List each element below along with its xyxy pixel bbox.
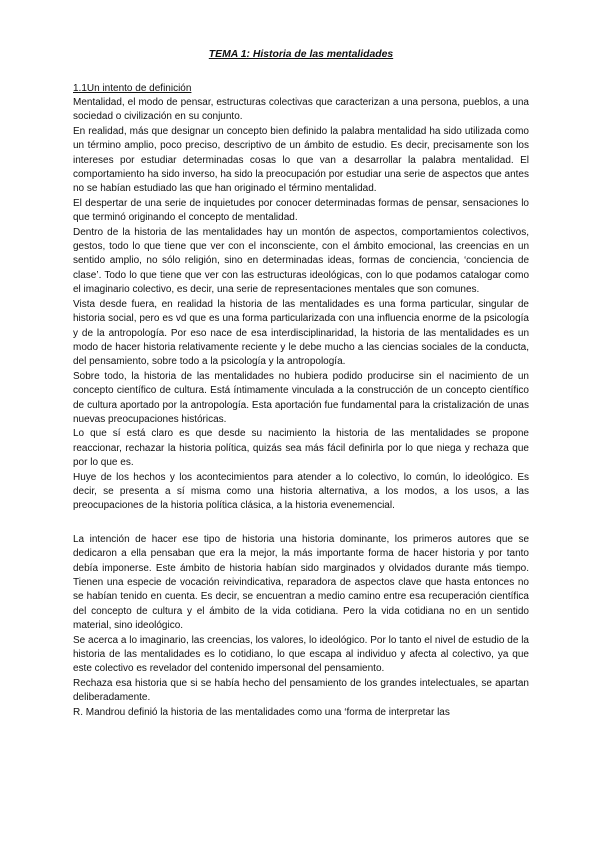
paragraph-12: R. Mandrou definió la historia de las mentalidades como una ‘forma de interpretar las — [73, 706, 450, 718]
paragraph-6: Sobre todo, la historia de las mentalidades no hubiera podido producirse sin el nacimiento de un concepto científico de cultura. Está íntimamente vinculada a la construcción de un concepto científico de cultura aportado por la antropología. Esta aportación fue fundamental para la cristalización de unas nuevas preocupaciones históricas. — [73, 370, 529, 425]
document-page — [73, 48, 529, 720]
paragraph-7: Lo que sí está claro es que desde su nacimiento la historia de las mentalidades se propone reaccionar, rechazar la historia política, quizás sea más fácil definirla por lo que niega y rechaza que por lo que es. — [73, 428, 529, 469]
paragraph-2: En realidad, más que designar un concepto bien definido la palabra mentalidad ha sido utilizada como un término amplio, poco preciso, descriptivo de un ámbito de estudio. Es decir, precisamente son los intereses por estudiar determinadas cosas lo que van a desarrollar la palabra mentalidad. El comportamiento ha sido inverso, ha sido la preocupación por estudiar una serie de aspectos que antes no se habían estudiado las que han originado el término mentalidad. — [73, 125, 529, 195]
paragraph-9: La intención de hacer ese tipo de historia una historia dominante, los primeros autores que se dedicaron a ella pensaban que era la mejor, la más importante forma de hacer historia y por tanto debía imponerse. Este ámbito de historia habían sido marginados y olvidados durante más tiempo. Tienen una especie de vocación reivindicativa, reparadora de aspectos clave que hasta entonces no se habían tenido en cuenta. Es decir, se encuentran a medio camino entre esa recuperación científica del concepto de cultura y el ámbito de la vida cotidiana. Pero la vida cotidiana no en un sentido material, sino ideológico. — [73, 533, 529, 632]
paragraph-5: Vista desde fuera, en realidad la historia de las mentalidades es una forma particular, singular de historia social, pero es vd que es una forma particularizada con una influencia enorme de la psicología y de la antropología. Por eso nace de esa interdisciplinaridad, la historia de las mentalidades es un modo de hacer historia relativamente reciente y le debe mucho a las ciencias sociales de la conducta, del pensamiento, sobre todo a la psicología y la antropología. — [73, 298, 529, 368]
paragraph-1: Mentalidad, el modo de pensar, estructuras colectivas que caracterizan a una persona, pueblos, a una sociedad o civilización en su conjunto. — [73, 97, 529, 123]
paragraph-11: Rechaza esa historia que si se había hecho del pensamiento de los grandes intelectuales, se apartan deliberadamente. — [73, 677, 529, 704]
paragraph-gap — [73, 514, 529, 533]
paragraph-8: Huye de los hechos y los acontecimientos para atender a lo colectivo, lo común, lo ideológico. Es decir, se presenta a sí misma como una historia alternativa, a los modos, a los usos, a las preocupaciones de la historia política clásica, a la historia evenemencial. — [73, 471, 529, 512]
document-title: TEMA 1: Historia de las mentalidades — [208, 49, 394, 60]
paragraph-4: Dentro de la historia de las mentalidades hay un montón de aspectos, comportamientos colectivos, gestos, todo lo que tiene que ver con el inconsciente, con el ámbito emocional, las creencias en un sentido amplio, no sólo religión, sino en determinadas ideas, formas de conciencia, ‘conciencia de clase’. Todo lo que tiene que ver con las estructuras ideológicas, con lo que podamos catalogar como el imaginario colectivo, es decir, una serie de representaciones mentales que son comunes. — [73, 226, 529, 296]
section-heading: 1.1Un intento de definición — [73, 83, 192, 94]
paragraph-3: El despertar de una serie de inquietudes por conocer determinadas formas de pensar, sensaciones lo que terminó originando el concepto de mentalidad. — [73, 197, 529, 224]
paragraph-10: Se acerca a lo imaginario, las creencias, los valores, lo ideológico. Por lo tanto el nivel de estudio de la historia de las mentalidades es lo cotidiano, lo que escapa al individuo y afecta al colectivo, ya que este colectivo es revelador del contenido impersonal del pensamiento. — [73, 634, 529, 675]
